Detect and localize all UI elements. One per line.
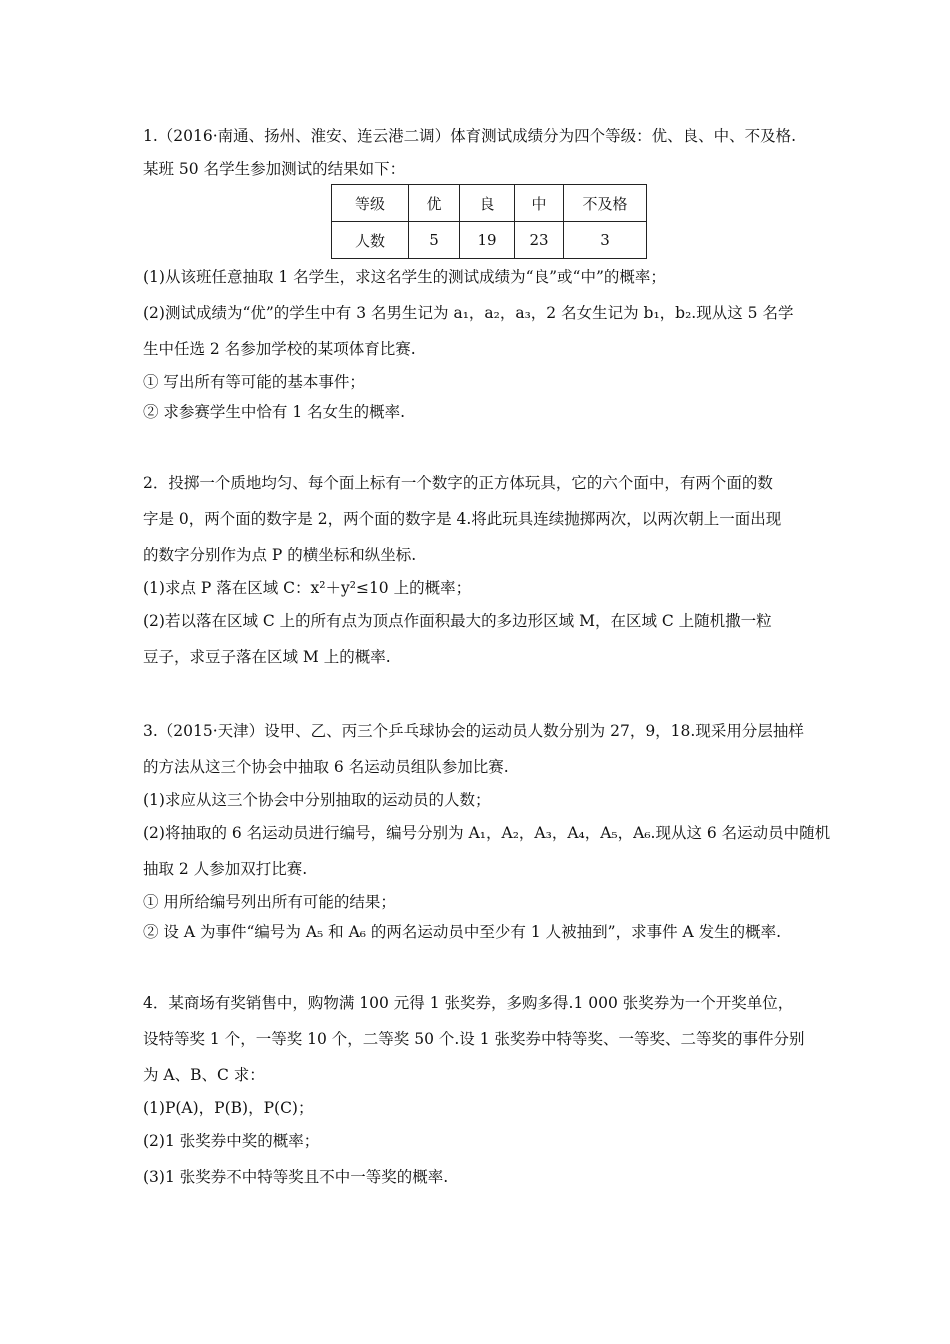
problem-3 xyxy=(143,713,831,947)
problem-3-question-2a: ① 用所给编号列出所有可能的结果； xyxy=(143,893,396,911)
problem-3-question-1: (1)求应从这三个协会中分别抽取的运动员的人数； xyxy=(143,791,491,809)
table-cell: 5 xyxy=(409,222,460,259)
problem-3-question-2-line2: 抽取 2 人参加双打比赛. xyxy=(143,860,308,878)
problem-1-question-2-line1: (2)测试成绩为“优”的学生中有 3 名男生记为 a₁，a₂，a₃，2 名女生记为 b₁，b₂.现从这 5 名学 xyxy=(143,304,794,322)
table-cell: 不及格 xyxy=(564,185,647,222)
problem-1 xyxy=(143,118,813,427)
table-cell: 等级 xyxy=(332,185,409,222)
table-cell: 19 xyxy=(460,222,515,259)
problem-1-question-1: (1)从该班任意抽取 1 名学生，求这名学生的测试成绩为“良”或“中”的概率； xyxy=(143,268,666,286)
problem-3-statement-line1: 3.（2015·天津）设甲、乙、丙三个乒乓球协会的运动员人数分别为 27，9，18.现采用分层抽样 xyxy=(143,722,804,740)
table-cell: 人数 xyxy=(332,222,409,259)
table-header-row xyxy=(332,185,647,222)
problem-2 xyxy=(143,465,813,675)
problem-4 xyxy=(143,985,813,1195)
problem-4-question-1: (1)P(A)，P(B)，P(C)； xyxy=(143,1099,314,1117)
problem-1-statement-line1: 1.（2016·南通、扬州、淮安、连云港二调）体育测试成绩分为四个等级：优、良、中、不及格. xyxy=(143,127,797,145)
table-row xyxy=(332,222,647,259)
problem-4-question-2: (2)1 张奖券中奖的概率； xyxy=(143,1132,320,1150)
problem-3-question-2-line1: (2)将抽取的 6 名运动员进行编号，编号分别为 A₁，A₂，A₃，A₄，A₅，A₆.现从这 6 名运动员中随机 xyxy=(143,824,831,842)
problem-1-question-2-line2: 生中任选 2 名参加学校的某项体育比赛. xyxy=(143,340,416,358)
problem-2-statement-line2: 字是 0，两个面的数字是 2，两个面的数字是 4.将此玩具连续抛掷两次，以两次朝上一面出现 xyxy=(143,510,782,528)
problem-4-statement-line3: 为 A、B、C 求： xyxy=(143,1066,265,1084)
problem-2-question-1: (1)求点 P 落在区域 C：x²＋y²≤10 上的概率； xyxy=(143,579,472,597)
problem-2-question-2-line2: 豆子，求豆子落在区域 M 上的概率. xyxy=(143,648,391,666)
spacer xyxy=(143,947,813,985)
problem-4-statement-line1: 4．某商场有奖销售中，购物满 100 元得 1 张奖券，多购多得.1 000 张奖券为一个开奖单位， xyxy=(143,994,794,1012)
spacer xyxy=(143,427,813,465)
problem-4-statement-line2: 设特等奖 1 个，一等奖 10 个，二等奖 50 个.设 1 张奖券中特等奖、一等奖、二等奖的事件分别 xyxy=(143,1030,805,1048)
problem-3-question-2b: ② 设 A 为事件“编号为 A₅ 和 A₆ 的两名运动员中至少有 1 人被抽到”，求事件 A 发生的概率. xyxy=(143,923,782,941)
problem-4-question-3: (3)1 张奖券不中特等奖且不中一等奖的概率. xyxy=(143,1168,449,1186)
problem-1-question-2b: ② 求参赛学生中恰有 1 名女生的概率. xyxy=(143,403,406,421)
document-page xyxy=(143,118,831,1195)
table-cell: 优 xyxy=(409,185,460,222)
problem-3-statement-line2: 的方法从这三个协会中抽取 6 名运动员组队参加比赛. xyxy=(143,758,509,776)
problem-1-statement-line2: 某班 50 名学生参加测试的结果如下： xyxy=(143,160,406,178)
table-cell: 3 xyxy=(564,222,647,259)
problem-2-question-2-line1: (2)若以落在区域 C 上的所有点为顶点作面积最大的多边形区域 M，在区域 C 上随机撒一粒 xyxy=(143,612,772,630)
table-cell: 23 xyxy=(515,222,564,259)
table-cell: 良 xyxy=(460,185,515,222)
grades-table xyxy=(331,184,647,259)
spacer xyxy=(143,675,813,713)
problem-2-statement-line3: 的数字分别作为点 P 的横坐标和纵坐标. xyxy=(143,546,417,564)
table-cell: 中 xyxy=(515,185,564,222)
problem-1-question-2a: ① 写出所有等可能的基本事件； xyxy=(143,373,365,391)
problem-2-statement-line1: 2．投掷一个质地均匀、每个面上标有一个数字的正方体玩具，它的六个面中，有两个面的数 xyxy=(143,474,773,492)
